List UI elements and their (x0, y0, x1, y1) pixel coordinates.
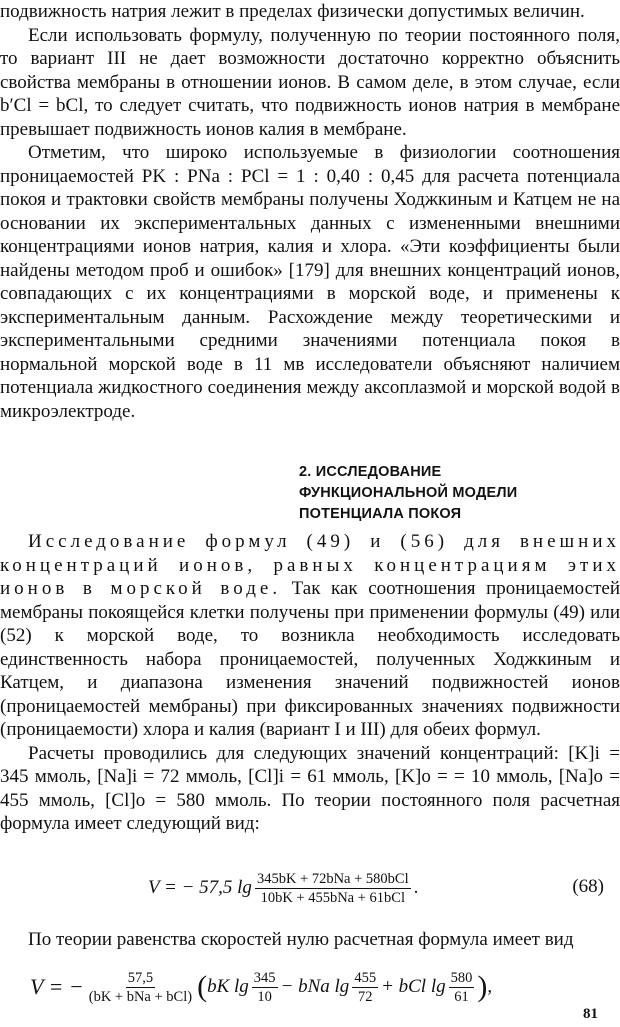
heading-line: ПОТЕНЦИАЛА ПОКОЯ (299, 506, 462, 522)
paragraph-continuation: Так как соотношения проницаемостей мембраны покоящейся клетки получены при применении формулы (49) или (52) к морской воде, то возникла необходимость исследовать единственность набора проницаемостей, полученных Ходжкиным и Катцем, и диапазона изменения значений подвижностей ионов (проницаемостей мембраны) при фиксированных значениях подвижности (проницаемости) хлора и калия (вариант I и III) для обеих формул. (0, 578, 620, 740)
fraction (352, 969, 378, 1006)
paragraph (0, 530, 620, 742)
fraction-denominator: 72 (357, 988, 373, 1005)
formula-row (148, 858, 418, 918)
fraction-denominator: 61 (454, 988, 469, 1005)
formula-lhs: V = − (30, 974, 84, 999)
fraction-numerator: 455 (354, 969, 377, 986)
fraction-numerator: 580 (450, 969, 473, 986)
formula-term: bK lg (207, 976, 249, 997)
paragraph: Если использовать формулу, полученную по теории постоянного поля, то вариант III не дает возможности достаточно корректно объяснить свойства мембраны в отношении ионов. В самом деле, в этом случае, если b′Cl = bCl, то следует считать, что подвижность ионов натрия в мембране превышает подвижность ионов калия в мембране. (0, 24, 620, 140)
fraction-denominator: 10 (257, 988, 272, 1005)
formula-term: − bNa lg (280, 976, 350, 997)
fraction-numerator: 345 (253, 969, 276, 986)
equation-number: (68) (572, 876, 604, 897)
open-paren: ( (197, 970, 208, 1003)
fraction-numerator: 57,5 (127, 969, 154, 986)
formula-lhs: V = − 57,5 lg (148, 877, 252, 898)
paragraph: Отметим, что широко используемые в физиологии соотношения проницаемостей PK : PNa : PCl = 1 : 0,40 : 0,45 для расчета потенциала покоя и трактовки свойств мембраны получены Ходжкиным и Катцем не на основании их экспериментальных данных с измененными внешними концентрациями ионов натрия, калия и хлора. «Эти коэффициенты были найдены методом проб и ошибок» [179] для внешних концентраций ионов, совпадающих с их концентрациями в морской воде, и применены к экспериментальным данным. Расхождение между теоретическими и экспериментальными средними значениями потенциала покоя в нормальной морской воде в 11 мв исследователи объясняют наличием потенциала жидкостного соединения между аксоплазмой и морской водой в микроэлектроде. (0, 142, 620, 422)
fraction (255, 870, 411, 907)
formula-term: + bCl lg (381, 976, 446, 997)
close-paren: ) (477, 970, 488, 1003)
fraction (87, 969, 194, 1006)
paragraph: подвижность натрия лежит в пределах физически допустимых величин. (0, 1, 585, 22)
section-heading (299, 462, 599, 525)
fraction (252, 969, 278, 1006)
text-block-middle (0, 530, 620, 836)
paragraph: По теории равенства скоростей нулю расчетная формула имеет вид (28, 929, 574, 950)
formula-row (30, 958, 492, 1016)
fraction-numerator: 345bK + 72bNa + 580bCl (256, 870, 409, 887)
spaced-emphasis: Исследование формул (49) и (56) для внешних концентраций ионов, равных концентрациям этих ионов в морской воде. (0, 531, 620, 599)
fraction-denominator: (bK + bNa + bCl) (88, 988, 193, 1005)
fraction (449, 969, 475, 1006)
fraction-denominator: 10bK + 455bNa + 61bCl (260, 889, 405, 906)
heading-line: 2. ИССЛЕДОВАНИЕ (299, 464, 442, 480)
formula-tail: . (413, 877, 419, 898)
formula-tail: , (487, 976, 493, 997)
page-number: 81 (583, 1006, 598, 1022)
paragraph: Расчеты проводились для следующих значений концентраций: [K]i = 345 ммоль, [Na]i = 72 ммоль, [Cl]i = 61 ммоль, [K]o = = 10 ммоль, [Na]o = 455 ммоль, [Cl]o = 580 ммоль. По теории постоянного поля расчетная формула имеет следующий вид: (0, 742, 620, 834)
text-block-top (0, 0, 620, 423)
heading-line: ФУНКЦИОНАЛЬНОЙ МОДЕЛИ (299, 485, 518, 501)
text-block-bottom (0, 928, 620, 952)
